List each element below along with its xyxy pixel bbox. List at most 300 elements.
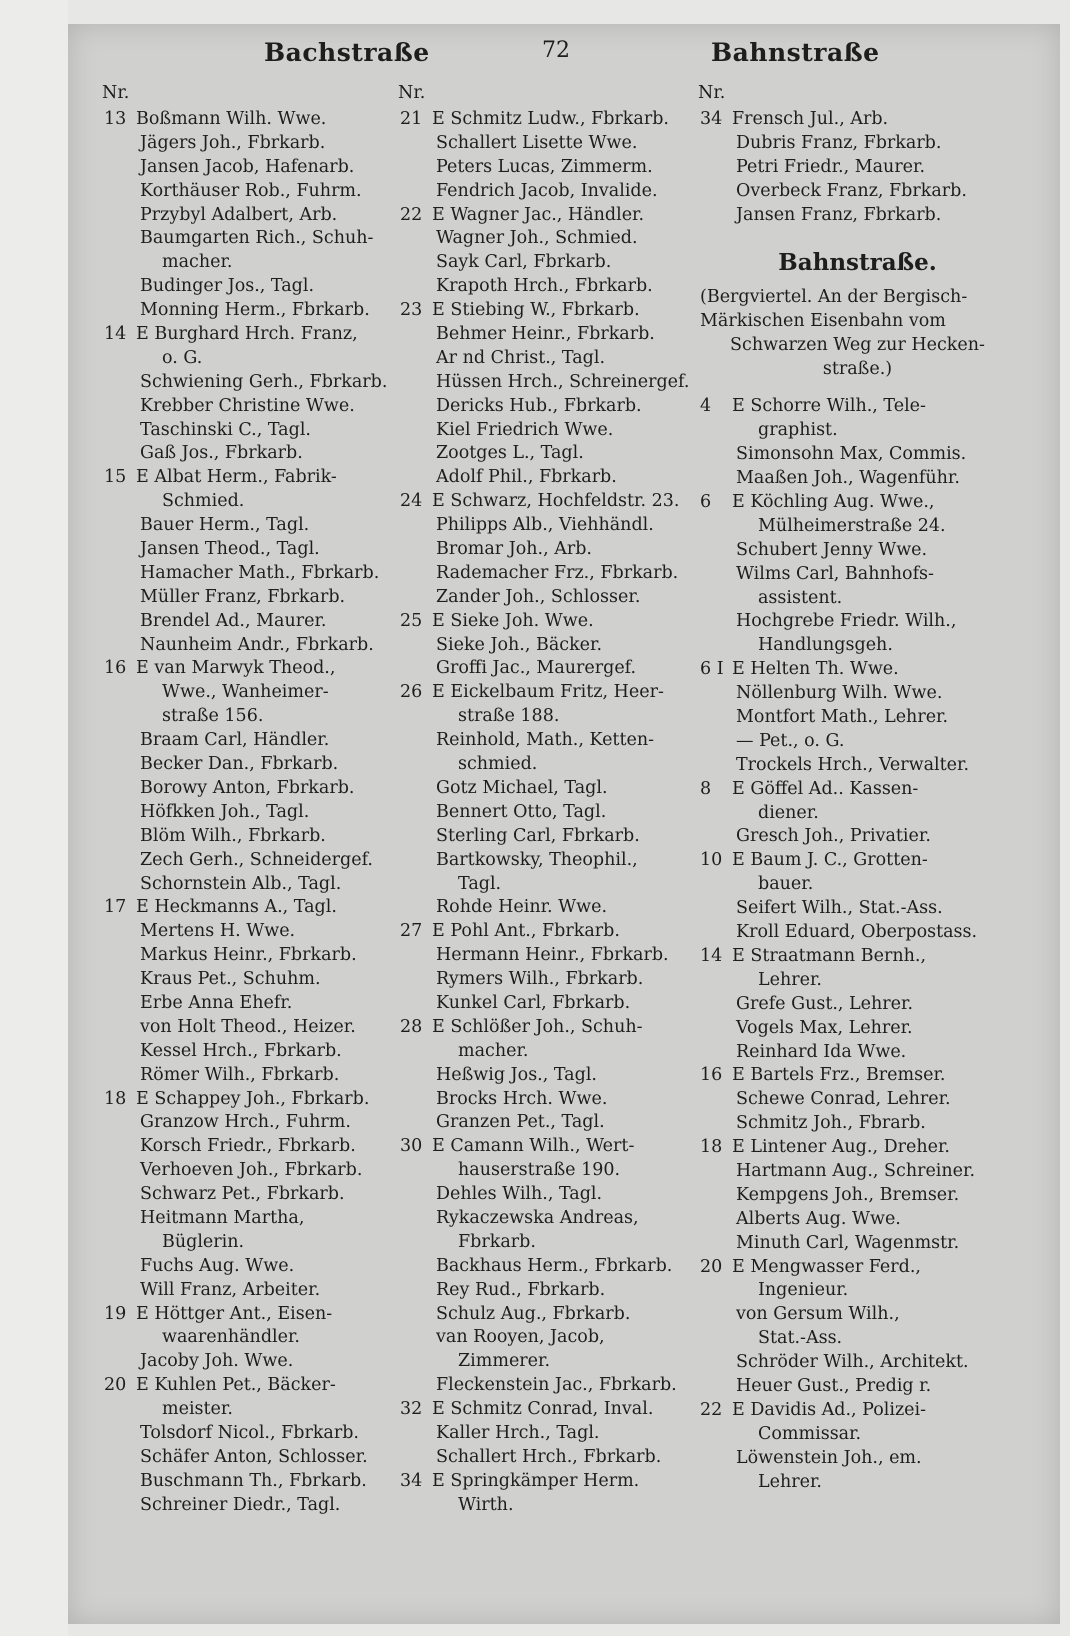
- directory-entry-line: [104, 896, 404, 920]
- directory-entry-line: [104, 944, 404, 968]
- nr-label: Nr.: [698, 83, 726, 103]
- directory-entry-line: [400, 873, 690, 897]
- house-number: 18: [104, 1088, 127, 1109]
- entry-text: E Göffel Ad.. Kassen-: [732, 778, 919, 799]
- house-number: 19: [104, 1303, 127, 1324]
- entry-text: Rykaczewska Andreas,: [436, 1207, 639, 1228]
- entry-text: Erbe Anna Ehefr.: [140, 992, 293, 1013]
- directory-entry-line: [104, 1016, 404, 1040]
- entry-text: E Schappey Joh., Fbrkarb.: [136, 1088, 370, 1109]
- section-note-line: Schwarzen Weg zur Hecken-: [730, 335, 985, 356]
- entry-text: graphist.: [758, 420, 838, 441]
- section-note-line: (Bergviertel. An der Bergisch-: [700, 287, 968, 308]
- entry-text: Verhoeven Joh., Fbrkarb.: [140, 1160, 363, 1181]
- entry-text: Gresch Joh., Privatier.: [736, 826, 931, 847]
- entry-text: E Albat Herm., Fabrik-: [136, 467, 337, 488]
- column-2: [400, 78, 690, 1518]
- entry-text: Jansen Jacob, Hafenarb.: [140, 156, 355, 177]
- directory-entry-line: [400, 920, 690, 944]
- directory-entry-line: [700, 1064, 1015, 1088]
- directory-entry-line: [400, 132, 690, 156]
- entry-text: Kaller Hrch., Tagl.: [436, 1422, 600, 1443]
- entry-text: Schulz Aug., Fbrkarb.: [436, 1303, 631, 1324]
- directory-entry-line: [700, 1184, 1015, 1208]
- directory-entry-line: [104, 514, 404, 538]
- entry-text: Maaßen Joh., Wagenführ.: [736, 468, 960, 489]
- entry-text: E Heckmanns A., Tagl.: [136, 897, 337, 918]
- directory-entry-line: [700, 1088, 1015, 1112]
- directory-entry-line: [400, 347, 690, 371]
- directory-entry-line: [104, 204, 404, 228]
- directory-entry-line: [400, 204, 690, 228]
- directory-entry-line: [400, 1088, 690, 1112]
- entry-text: Przybyl Adalbert, Arb.: [140, 204, 338, 225]
- directory-entry-line: [400, 180, 690, 204]
- house-number: 15: [104, 467, 127, 488]
- entry-text: Zootges L., Tagl.: [436, 443, 584, 464]
- directory-entry-line: [400, 538, 690, 562]
- directory-entry-line: [104, 347, 404, 371]
- entry-text: E Schorre Wilh., Tele-: [732, 396, 926, 417]
- entry-text: Zech Gerh., Schneidergef.: [140, 849, 373, 870]
- entry-text: Korthäuser Rob., Fuhrm.: [140, 180, 362, 201]
- house-number: 10: [700, 850, 723, 871]
- directory-entry-line: [104, 323, 404, 347]
- directory-entry-line: [400, 896, 690, 920]
- entry-text: Schröder Wilh., Architekt.: [736, 1352, 969, 1373]
- entry-text: schmied.: [458, 754, 538, 775]
- entry-text: Zimmerer.: [458, 1351, 551, 1372]
- entry-text: Nöllenburg Wilh. Wwe.: [736, 683, 943, 704]
- entry-text: Fbrkarb.: [458, 1231, 536, 1252]
- directory-entry-line: [104, 968, 404, 992]
- entry-text: E Pohl Ant., Fbrkarb.: [432, 921, 620, 942]
- directory-entry-line: [104, 992, 404, 1016]
- house-number: 4: [700, 396, 712, 417]
- directory-entry-line: [700, 1471, 1015, 1495]
- directory-entry-line: [700, 539, 1015, 563]
- entry-text: Schallert Lisette Wwe.: [436, 132, 638, 153]
- entry-text: E Stiebing W., Fbrkarb.: [432, 300, 640, 321]
- directory-entry-line: [400, 1183, 690, 1207]
- entry-text: Löwenstein Joh., em.: [736, 1447, 922, 1468]
- entry-text: Schäfer Anton, Schlosser.: [140, 1446, 368, 1467]
- entry-text: Heitmann Martha,: [140, 1207, 305, 1228]
- directory-entry-line: [400, 1111, 690, 1135]
- directory-entry-line: [104, 1111, 404, 1135]
- directory-entry-line: [700, 156, 1015, 180]
- directory-entry-line: [104, 873, 404, 897]
- directory-entry-line: [104, 419, 404, 443]
- directory-entry-line: [700, 730, 1015, 754]
- directory-entry-line: [400, 1494, 690, 1518]
- entry-text: E Wagner Jac., Händler.: [432, 204, 645, 225]
- directory-entry-line: [104, 586, 404, 610]
- entry-text: Alberts Aug. Wwe.: [736, 1208, 901, 1229]
- entry-text: — Pet., o. G.: [736, 730, 845, 751]
- entry-text: Ar nd Christ., Tagl.: [436, 347, 606, 368]
- entry-text: Braam Carl, Händler.: [140, 730, 330, 751]
- entry-text: Dehles Wilh., Tagl.: [436, 1184, 603, 1205]
- house-number: 13: [104, 109, 127, 129]
- directory-entry-line: [104, 538, 404, 562]
- entry-text: Petri Friedr., Maurer.: [736, 156, 926, 177]
- entry-text: E Köchling Aug. Wwe.,: [732, 492, 935, 513]
- entry-text: Markus Heinr., Fbrkarb.: [140, 945, 357, 966]
- directory-entry-line: [400, 801, 690, 825]
- directory-entry-line: [400, 1326, 690, 1350]
- directory-entry-line: [400, 1207, 690, 1231]
- directory-entry-line: [400, 610, 690, 634]
- directory-entry-line: [700, 802, 1015, 826]
- entry-text: Rademacher Frz., Fbrkarb.: [436, 562, 679, 583]
- entry-text: Zander Joh., Schlosser.: [436, 586, 641, 607]
- directory-entry-line: [700, 1256, 1015, 1280]
- section-note-line: Märkischen Eisenbahn vom: [700, 311, 946, 332]
- entry-text: Fuchs Aug. Wwe.: [140, 1255, 295, 1276]
- entry-text: Schewe Conrad, Lehrer.: [736, 1089, 951, 1110]
- entry-text: Sayk Carl, Fbrkarb.: [436, 252, 612, 273]
- house-number: 34: [400, 1470, 423, 1491]
- entry-text: hauserstraße 190.: [458, 1160, 621, 1181]
- directory-entry-line: [400, 562, 690, 586]
- directory-entry-line: [400, 395, 690, 419]
- entry-text: Schubert Jenny Wwe.: [736, 539, 928, 560]
- entry-text: Bauer Herm., Tagl.: [140, 515, 310, 536]
- entry-text: Höfkken Joh., Tagl.: [140, 801, 310, 822]
- entry-text: Dericks Hub., Fbrkarb.: [436, 395, 642, 416]
- entry-text: Kroll Eduard, Oberpostass.: [736, 922, 978, 943]
- entry-text: diener.: [758, 802, 819, 823]
- directory-entry-line: [700, 1279, 1015, 1303]
- directory-entry-line: [104, 132, 404, 156]
- entry-text: Hermann Heinr., Fbrkarb.: [436, 945, 669, 966]
- directory-entry-line: [700, 754, 1015, 778]
- entry-text: E Bartels Frz., Bremser.: [732, 1065, 946, 1086]
- entry-text: Hartmann Aug., Schreiner.: [736, 1160, 976, 1181]
- entry-text: Heuer Gust., Predig r.: [736, 1375, 932, 1396]
- entry-text: Schreiner Diedr., Tagl.: [140, 1494, 341, 1515]
- directory-entry-line: [400, 251, 690, 275]
- entry-text: E Mengwasser Ferd.,: [732, 1256, 921, 1277]
- entry-text: Granzen Pet., Tagl.: [436, 1112, 605, 1133]
- entry-text: E Schmitz Conrad, Inval.: [432, 1399, 654, 1420]
- entry-text: Naunheim Andr., Fbrkarb.: [140, 634, 374, 655]
- entry-text: Handlungsgeh.: [758, 635, 893, 656]
- directory-entry-line: [104, 1040, 404, 1064]
- entry-text: Grefe Gust., Lehrer.: [736, 993, 914, 1014]
- directory-entry-line: [104, 562, 404, 586]
- house-number: 14: [104, 324, 127, 345]
- directory-entry-line: [104, 1326, 404, 1350]
- directory-entry-line: [400, 968, 690, 992]
- directory-entry-line: [400, 323, 690, 347]
- directory-entry-line: [104, 1159, 404, 1183]
- entry-text: Sterling Carl, Fbrkarb.: [436, 825, 640, 846]
- entry-text: Baumgarten Rich., Schuh-: [140, 228, 374, 249]
- entry-text: Mülheimerstraße 24.: [758, 515, 946, 536]
- directory-entry-line: [104, 920, 404, 944]
- directory-entry-line: [104, 227, 404, 251]
- directory-entry-line: [104, 1255, 404, 1279]
- entry-text: Schornstein Alb., Tagl.: [140, 873, 342, 894]
- directory-entry-line: [104, 657, 404, 681]
- directory-entry-line: [400, 466, 690, 490]
- entry-text: Simonsohn Max, Commis.: [736, 444, 967, 465]
- directory-entry-line: [700, 132, 1015, 156]
- entry-text: von Gersum Wilh.,: [736, 1304, 900, 1325]
- entry-text: E Kuhlen Pet., Bäcker-: [136, 1375, 336, 1396]
- house-number: 24: [400, 491, 423, 512]
- entry-text: van Rooyen, Jacob,: [436, 1327, 605, 1348]
- house-number: 8: [700, 778, 712, 799]
- directory-entry-line: [400, 1374, 690, 1398]
- directory-entry-line: [400, 442, 690, 466]
- entry-text: macher.: [162, 252, 233, 273]
- header-right-street: Bahnstraße: [711, 38, 880, 67]
- directory-entry-line: [104, 180, 404, 204]
- directory-entry-line: [700, 1399, 1015, 1423]
- directory-entry-line: [400, 1016, 690, 1040]
- house-number: 16: [700, 1065, 723, 1086]
- entry-text: E Straatmann Bernh.,: [732, 945, 927, 966]
- directory-entry-line: [700, 1136, 1015, 1160]
- entry-text: Philipps Alb., Viehhändl.: [436, 515, 654, 536]
- directory-entry-line: [700, 849, 1015, 873]
- house-number: 32: [400, 1399, 423, 1420]
- entry-text: Rymers Wilh., Fbrkarb.: [436, 969, 644, 990]
- entry-text: Kiel Friedrich Wwe.: [436, 419, 614, 440]
- directory-entry-line: [400, 1255, 690, 1279]
- entry-text: Jacoby Joh. Wwe.: [140, 1351, 294, 1372]
- directory-entry-line: [400, 490, 690, 514]
- entry-text: Minuth Carl, Wagenmstr.: [736, 1232, 960, 1253]
- directory-entry-line: [400, 1231, 690, 1255]
- entry-text: E Schlößer Joh., Schuh-: [432, 1016, 643, 1037]
- entry-text: Müller Franz, Fbrkarb.: [140, 586, 346, 607]
- directory-entry-line: [104, 156, 404, 180]
- directory-entry-line: [700, 1041, 1015, 1065]
- directory-entry-line: [400, 1159, 690, 1183]
- directory-entry-line: [400, 275, 690, 299]
- directory-entry-line: [104, 1064, 404, 1088]
- entry-text: Wilms Carl, Bahnhofs-: [736, 563, 934, 584]
- directory-entry-line: [700, 443, 1015, 467]
- nr-label: Nr.: [102, 83, 130, 103]
- house-number: 21: [400, 109, 423, 129]
- directory-entry-line: [700, 515, 1015, 539]
- directory-entry-line: [700, 1017, 1015, 1041]
- directory-entry-line: [400, 419, 690, 443]
- directory-entry-line: [700, 204, 1015, 228]
- entry-text: Korsch Friedr., Fbrkarb.: [140, 1136, 356, 1157]
- entry-text: macher.: [458, 1040, 529, 1061]
- house-number: 18: [700, 1137, 723, 1158]
- entry-text: Jansen Franz, Fbrkarb.: [736, 204, 942, 225]
- entry-text: Becker Dan., Fbrkarb.: [140, 754, 339, 775]
- entry-text: Wirth.: [458, 1494, 514, 1515]
- directory-entry-line: [400, 825, 690, 849]
- directory-entry-line: [700, 395, 1015, 419]
- directory-entry-line: [700, 467, 1015, 491]
- entry-text: Montfort Math., Lehrer.: [736, 707, 949, 728]
- directory-entry-line: [104, 753, 404, 777]
- entry-text: Bartkowsky, Theophil.,: [436, 849, 638, 870]
- directory-entry-line: [104, 442, 404, 466]
- directory-entry-line: [700, 587, 1015, 611]
- entry-text: Hüssen Hrch., Schreinergef.: [436, 371, 690, 392]
- directory-entry-line: [104, 371, 404, 395]
- house-number: 20: [700, 1256, 723, 1277]
- directory-entry-line: [700, 1423, 1015, 1447]
- entry-text: Bennert Otto, Tagl.: [436, 801, 607, 822]
- directory-entry-line: [104, 108, 404, 132]
- entry-text: assistent.: [758, 587, 843, 608]
- entry-text: Krapoth Hrch., Fbrkarb.: [436, 276, 653, 297]
- directory-entry-line: [104, 1135, 404, 1159]
- directory-entry-line: [400, 1398, 690, 1422]
- entry-text: E Schmitz Ludw., Fbrkarb.: [432, 109, 669, 129]
- directory-entry-line: [104, 777, 404, 801]
- house-number: 34: [700, 109, 723, 129]
- directory-entry-line: [104, 825, 404, 849]
- directory-entry-line: [700, 1112, 1015, 1136]
- page-number: 72: [542, 38, 570, 63]
- entry-text: E Lintener Aug., Dreher.: [732, 1137, 950, 1158]
- entry-text: Kraus Pet., Schuhm.: [140, 969, 321, 990]
- entry-text: E Helten Th. Wwe.: [732, 659, 899, 680]
- directory-entry-line: [700, 563, 1015, 587]
- house-number: 28: [400, 1016, 423, 1037]
- directory-entry-line: [400, 681, 690, 705]
- entry-text: Granzow Hrch., Fuhrm.: [140, 1112, 351, 1133]
- entry-text: Krebber Christine Wwe.: [140, 395, 355, 416]
- directory-entry-line: [104, 1494, 404, 1518]
- directory-entry-line: [400, 1279, 690, 1303]
- column-1: [104, 78, 404, 1518]
- directory-entry-line: [104, 275, 404, 299]
- entry-text: E Springkämper Herm.: [432, 1470, 640, 1491]
- directory-entry-line: [104, 251, 404, 275]
- entry-text: Wwe., Wanheimer-: [162, 682, 329, 703]
- directory-entry-line: [700, 1232, 1015, 1256]
- directory-entry-line: [700, 778, 1015, 802]
- entry-text: Monning Herm., Fbrkarb.: [140, 300, 370, 321]
- entry-text: E Schwarz, Hochfeldstr. 23.: [432, 491, 680, 512]
- entry-text: straße 156.: [162, 706, 264, 727]
- entry-text: Bromar Joh., Arb.: [436, 539, 592, 560]
- directory-entry-line: [700, 1375, 1015, 1399]
- directory-entry-line: [700, 945, 1015, 969]
- entry-text: Gaß Jos., Fbrkarb.: [140, 443, 303, 464]
- directory-entry-line: [400, 1064, 690, 1088]
- directory-entry-line: [700, 180, 1015, 204]
- directory-entry-line: [104, 1398, 404, 1422]
- directory-entry-line: [104, 1350, 404, 1374]
- house-number: 20: [104, 1375, 127, 1396]
- entry-text: Brendel Ad., Maurer.: [140, 610, 327, 631]
- house-number: 17: [104, 897, 127, 918]
- house-number: 16: [104, 658, 127, 679]
- entry-text: Lehrer.: [758, 969, 822, 990]
- directory-entry-line: [700, 993, 1015, 1017]
- entry-text: meister.: [162, 1399, 233, 1420]
- directory-entry-line: [400, 586, 690, 610]
- house-number: 25: [400, 610, 423, 631]
- entry-text: Frensch Jul., Arb.: [732, 109, 889, 129]
- entry-text: Kempgens Joh., Bremser.: [736, 1184, 960, 1205]
- house-number: 6 I: [700, 659, 724, 680]
- entry-text: Gotz Michael, Tagl.: [436, 777, 608, 798]
- entry-text: Kunkel Carl, Fbrkarb.: [436, 992, 631, 1013]
- directory-entry-line: [400, 1040, 690, 1064]
- house-number: 23: [400, 300, 423, 321]
- directory-entry-line: [700, 825, 1015, 849]
- directory-entry-line: [700, 897, 1015, 921]
- entry-text: Dubris Franz, Fbrkarb.: [736, 132, 942, 153]
- entry-text: Reinhold, Math., Ketten-: [436, 730, 655, 751]
- entry-text: Peters Lucas, Zimmerm.: [436, 156, 653, 177]
- entry-text: Ingenieur.: [758, 1280, 849, 1301]
- directory-entry-line: [400, 1350, 690, 1374]
- entry-text: Rohde Heinr. Wwe.: [436, 897, 608, 918]
- entry-text: bauer.: [758, 874, 814, 895]
- entry-text: Blöm Wilh., Fbrkarb.: [140, 825, 326, 846]
- entry-text: Schmied.: [162, 491, 245, 512]
- directory-entry-line: [104, 681, 404, 705]
- entry-text: Fendrich Jacob, Invalide.: [436, 180, 658, 201]
- directory-entry-line: [400, 944, 690, 968]
- directory-entry-line: [400, 1470, 690, 1494]
- nr-label: Nr.: [398, 83, 426, 103]
- entry-text: E Burghard Hrch. Franz,: [136, 324, 358, 345]
- entry-text: Vogels Max, Lehrer.: [736, 1017, 913, 1038]
- directory-entry-line: [700, 873, 1015, 897]
- house-number: 14: [700, 945, 723, 966]
- entry-text: Schallert Hrch., Fbrkarb.: [436, 1446, 662, 1467]
- entry-text: E van Marwyk Theod.,: [136, 658, 336, 679]
- directory-entry-line: [104, 634, 404, 658]
- directory-entry-line: [104, 1446, 404, 1470]
- directory-entry-line: [104, 1374, 404, 1398]
- section-gap: [700, 381, 1015, 395]
- directory-entry-line: [104, 1279, 404, 1303]
- entry-text: Jägers Joh., Fbrkarb.: [140, 132, 326, 153]
- page-edge: [0, 0, 68, 1636]
- directory-entry-line: [400, 777, 690, 801]
- directory-entry-line: [104, 1231, 404, 1255]
- entry-text: Boßmann Wilh. Wwe.: [136, 109, 327, 129]
- directory-entry-line: [400, 1135, 690, 1159]
- directory-entry-line: [104, 1183, 404, 1207]
- directory-entry-line: [400, 705, 690, 729]
- entry-text: Adolf Phil., Fbrkarb.: [436, 467, 617, 488]
- entry-text: Wagner Joh., Schmied.: [436, 228, 638, 249]
- entry-text: Behmer Heinr., Fbrkarb.: [436, 324, 655, 345]
- entry-text: Taschinski C., Tagl.: [140, 419, 311, 440]
- directory-entry-line: [400, 227, 690, 251]
- entry-text: Sieke Joh., Bäcker.: [436, 634, 603, 655]
- directory-entry-line: [400, 729, 690, 753]
- house-number: 27: [400, 921, 423, 942]
- section-note-line: straße.): [822, 359, 893, 380]
- directory-entry-line: [104, 490, 404, 514]
- entry-text: Mertens H. Wwe.: [140, 921, 296, 942]
- directory-entry-line: [700, 610, 1015, 634]
- entry-text: Hochgrebe Friedr. Wilh.,: [736, 611, 957, 632]
- entry-text: E Davidis Ad., Polizei-: [732, 1399, 927, 1420]
- directory-entry-line: [104, 1303, 404, 1327]
